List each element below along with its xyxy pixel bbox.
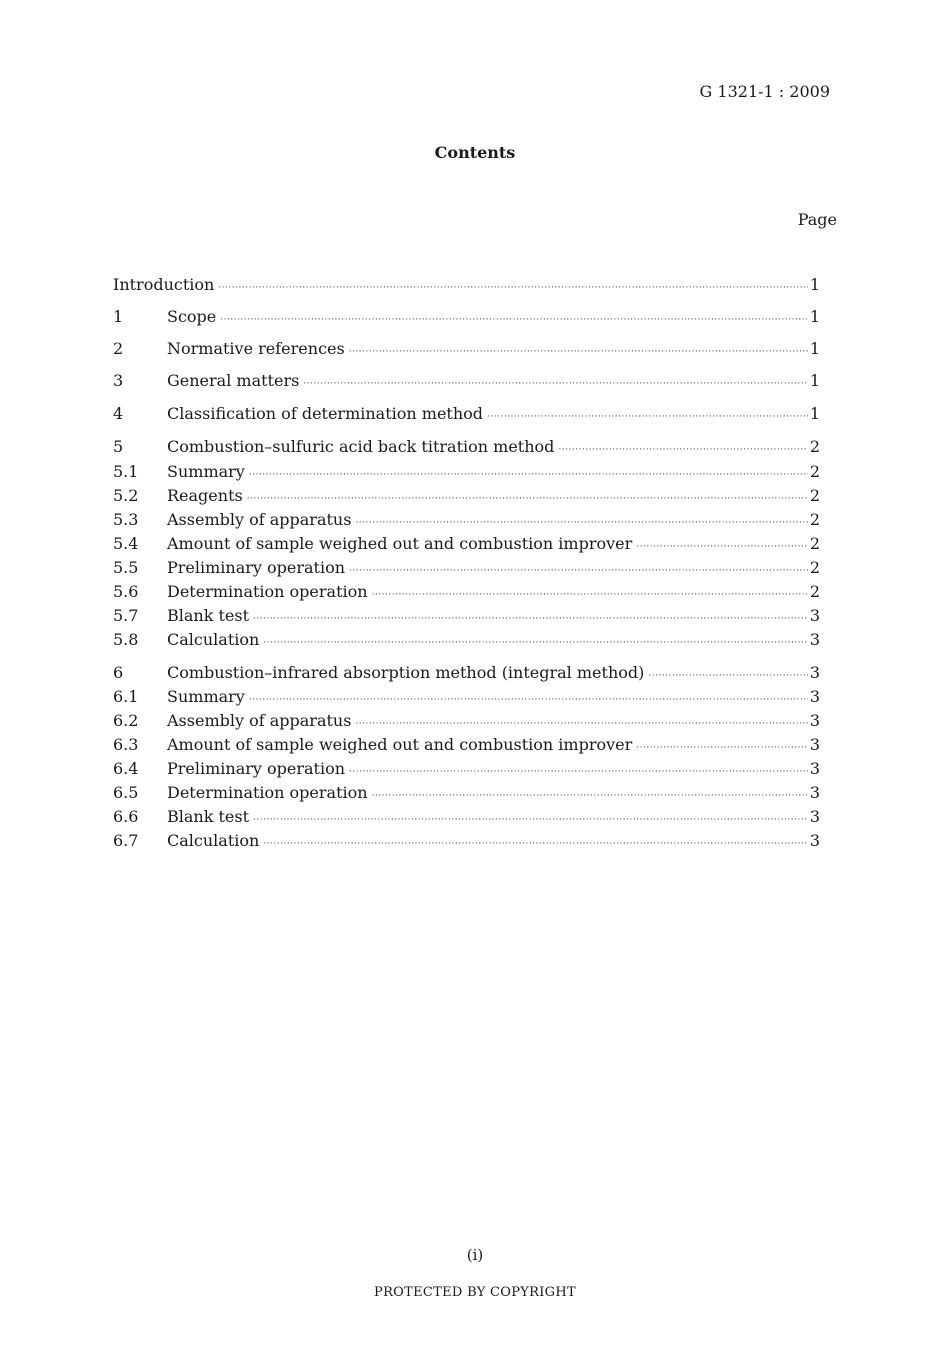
toc-entry-title: Assembly of apparatus	[167, 711, 352, 730]
toc-entry-page: 2	[809, 582, 820, 601]
toc-entry-title: Amount of sample weighed out and combustion improver	[167, 735, 633, 754]
toc-entry-number: 6.1	[113, 687, 139, 706]
toc-entry-number: 6.6	[113, 807, 139, 826]
toc-entry-page: 2	[809, 558, 820, 577]
dot-leader	[355, 713, 807, 735]
toc-entry-number: 5.4	[113, 534, 139, 553]
footer-page-number: (i)	[466, 1246, 484, 1264]
toc-entry[interactable]	[113, 509, 820, 531]
dot-leader	[349, 761, 808, 783]
toc-entry-number: 6.4	[113, 759, 139, 778]
toc-entry-number: 5.7	[113, 606, 139, 625]
toc-entry-number: 1	[113, 307, 124, 326]
toc-entry-title: Reagents	[167, 486, 243, 505]
toc-entry-page: 3	[809, 711, 820, 730]
toc-entry[interactable]	[113, 436, 820, 458]
toc-entry-page: 2	[809, 534, 820, 553]
dot-leader	[349, 560, 808, 582]
dot-leader	[372, 584, 808, 606]
toc-entry-number: 3	[113, 371, 124, 390]
toc-entry[interactable]	[113, 403, 820, 425]
page-title: Contents	[434, 143, 516, 162]
toc-entry-title: Combustion–infrared absorption method (integral method)	[167, 663, 645, 682]
toc-entry[interactable]	[113, 461, 820, 483]
toc-entry-page: 2	[809, 486, 820, 505]
toc-entry-introduction[interactable]	[113, 274, 820, 296]
toc-entry-title: Determination operation	[167, 783, 368, 802]
toc-entry-title: Introduction	[113, 275, 215, 294]
toc-entry-page: 2	[809, 462, 820, 481]
toc-entry[interactable]	[113, 581, 820, 603]
toc-entry[interactable]	[113, 338, 820, 360]
dot-leader	[253, 809, 808, 831]
dot-leader	[487, 406, 808, 428]
toc-entry-number: 5.5	[113, 558, 139, 577]
toc-entry-number: 6.3	[113, 735, 139, 754]
toc-entry[interactable]	[113, 830, 820, 852]
toc-entry-page: 3	[809, 831, 820, 850]
toc-entry-title: Blank test	[167, 807, 250, 826]
dot-leader	[249, 689, 808, 711]
toc-entry[interactable]	[113, 758, 820, 780]
toc-entry-title: Preliminary operation	[167, 558, 346, 577]
document-identifier: G 1321-1 : 2009	[699, 82, 830, 101]
dot-leader	[648, 665, 807, 687]
page-column-label: Page	[797, 210, 837, 229]
toc-entry-number: 6.2	[113, 711, 139, 730]
toc-entry-page: 2	[809, 437, 820, 456]
toc-entry[interactable]	[113, 605, 820, 627]
toc-entry-number: 5.1	[113, 462, 139, 481]
toc-entry-page: 3	[809, 759, 820, 778]
dot-leader	[355, 512, 807, 534]
toc-entry-title: Amount of sample weighed out and combustion improver	[167, 534, 633, 553]
toc-entry[interactable]	[113, 710, 820, 732]
toc-entry-number: 6.5	[113, 783, 139, 802]
toc-entry-number: 6.7	[113, 831, 139, 850]
toc-entry-number: 2	[113, 339, 124, 358]
dot-leader	[372, 785, 808, 807]
toc-entry-title: Normative references	[167, 339, 345, 358]
dot-leader	[249, 464, 808, 486]
toc-entry[interactable]	[113, 557, 820, 579]
toc-entry-page: 1	[809, 339, 820, 358]
toc-entry-page: 3	[809, 687, 820, 706]
toc-entry-number: 5.3	[113, 510, 139, 529]
toc-entry-title: Determination operation	[167, 582, 368, 601]
toc-entry-title: Scope	[167, 307, 217, 326]
toc-entry-title: General matters	[167, 371, 300, 390]
toc-entry-title: Preliminary operation	[167, 759, 346, 778]
toc-entry-page: 3	[809, 807, 820, 826]
dot-leader	[263, 833, 808, 855]
toc-entry-page: 1	[809, 307, 820, 326]
toc-entry-page: 3	[809, 783, 820, 802]
toc-entry[interactable]	[113, 485, 820, 507]
toc-entry-page: 1	[809, 404, 820, 423]
toc-entry-number: 5.2	[113, 486, 139, 505]
dot-leader	[253, 608, 808, 630]
toc-entry[interactable]	[113, 533, 820, 555]
toc-entry-page: 3	[809, 606, 820, 625]
dot-leader	[558, 439, 807, 461]
toc-entry-page: 3	[809, 630, 820, 649]
toc-entry-page: 2	[809, 510, 820, 529]
toc-entry[interactable]	[113, 782, 820, 804]
toc-entry-title: Classification of determination method	[167, 404, 484, 423]
toc-entry-title: Assembly of apparatus	[167, 510, 352, 529]
copyright-notice: PROTECTED BY COPYRIGHT	[374, 1285, 576, 1300]
dot-leader	[263, 632, 808, 654]
toc-entry-title: Combustion–sulfuric acid back titration method	[167, 437, 555, 456]
toc-entry-page: 1	[809, 275, 820, 294]
dot-leader	[247, 488, 808, 510]
toc-entry[interactable]	[113, 370, 820, 392]
dot-leader	[303, 373, 808, 395]
toc-entry-title: Summary	[167, 687, 245, 706]
toc-entry-page: 3	[809, 735, 820, 754]
dot-leader	[218, 277, 807, 299]
toc-entry[interactable]	[113, 629, 820, 651]
toc-entry-number: 4	[113, 404, 124, 423]
dot-leader	[220, 309, 808, 331]
toc-entry-number: 5.6	[113, 582, 139, 601]
toc-entry-number: 5	[113, 437, 124, 456]
toc-entry[interactable]	[113, 662, 820, 684]
toc-entry-title: Summary	[167, 462, 245, 481]
toc-entry-title: Calculation	[167, 630, 260, 649]
toc-entry-page: 3	[809, 663, 820, 682]
toc-entry[interactable]	[113, 306, 820, 328]
toc-entry-title: Blank test	[167, 606, 250, 625]
toc-entry[interactable]	[113, 806, 820, 828]
dot-leader	[636, 737, 808, 759]
dot-leader	[349, 341, 808, 363]
dot-leader	[636, 536, 808, 558]
toc-entry-number: 5.8	[113, 630, 139, 649]
toc-entry[interactable]	[113, 734, 820, 756]
toc-entry-title: Calculation	[167, 831, 260, 850]
toc-entry[interactable]	[113, 686, 820, 708]
toc-entry-number: 6	[113, 663, 124, 682]
toc-entry-page: 1	[809, 371, 820, 390]
